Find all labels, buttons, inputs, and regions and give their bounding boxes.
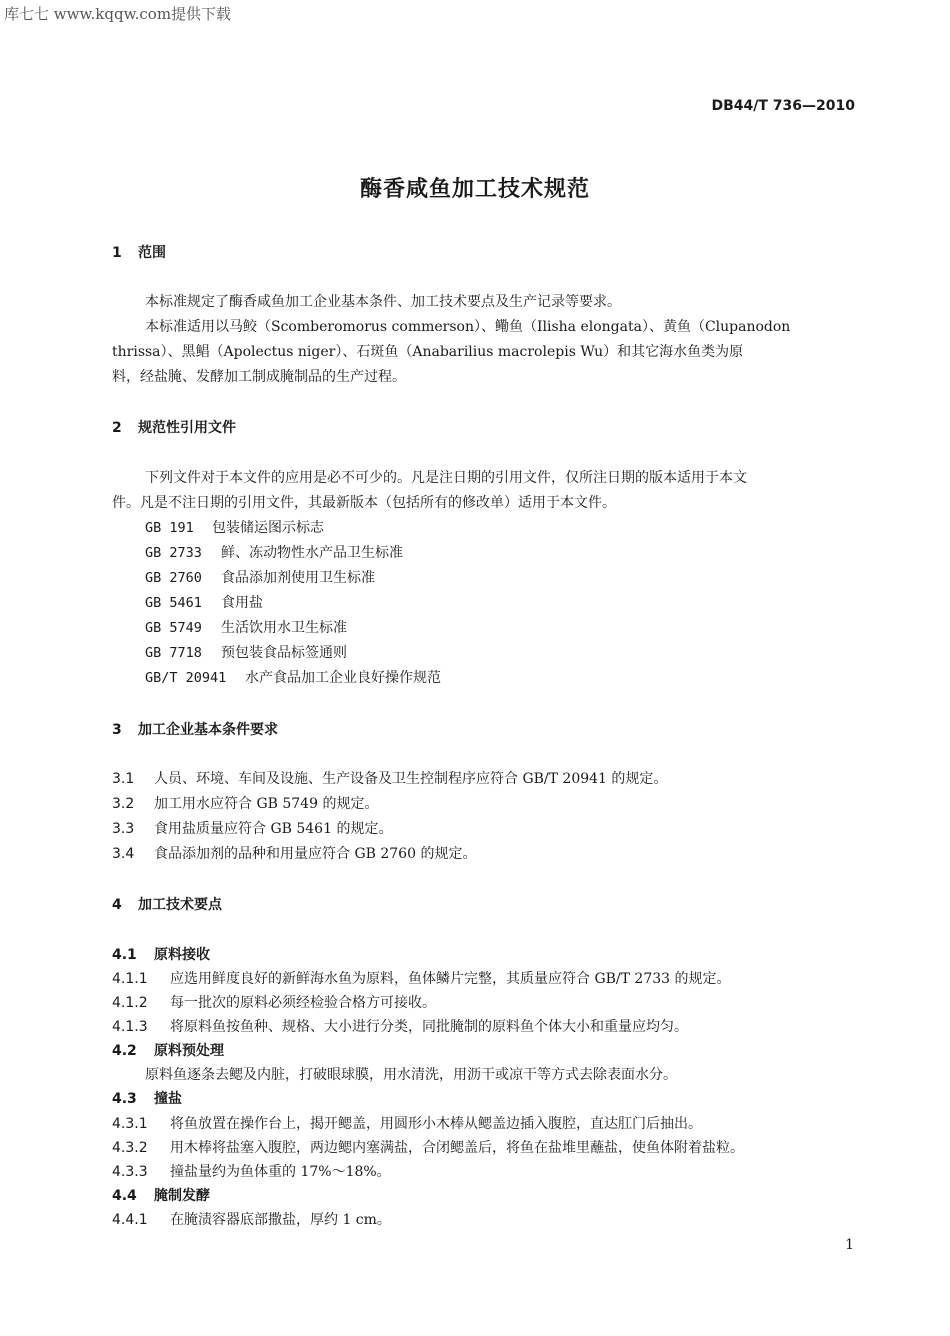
reference-code: GB 7718 [145,645,202,661]
clause-number: 4.3.2 [112,1140,148,1156]
reference-name: 食用盐 [221,595,263,611]
subsection-number: 4.1 [112,947,137,963]
clause-number: 4.3.1 [112,1116,148,1132]
reference-item [145,592,263,612]
section-number: 3 [112,722,122,738]
subsection-number: 4.2 [112,1043,137,1059]
reference-code: GB/T 20941 [145,670,227,686]
clause-item [112,1209,391,1229]
clause-text: 人员、环境、车间及设施、生产设备及卫生控制程序应符合 GB/T 20941 的规定。 [154,771,668,787]
clause-number: 3.2 [112,796,135,812]
paragraph-line: thrissa）、黑鲳（Apolectus niger）、石斑鱼（Anabarilius macrolepis Wu）和其它海水鱼类为原 [112,344,744,360]
subsection-heading [112,1088,182,1108]
clause-item [112,1137,744,1157]
clause-number: 4.1.2 [112,995,148,1011]
reference-item [145,642,347,662]
reference-name: 生活饮用水卫生标准 [221,620,347,636]
clause-number: 4.1.1 [112,971,148,987]
clause-item [112,843,476,863]
subsection-number: 4.4 [112,1188,137,1204]
watermark-text: 库七七 www.kqqw.com提供下载 [4,5,232,23]
reference-code: GB 5749 [145,620,202,636]
subsection-number: 4.3 [112,1091,137,1107]
paragraph-line: 料，经盐腌、发酵加工制成腌制品的生产过程。 [112,369,406,385]
reference-name: 水产食品加工企业良好操作规范 [245,670,441,686]
subsection-title: 原料接收 [154,947,210,963]
clause-text: 将原料鱼按鱼种、规格、大小进行分类，同批腌制的原料鱼个体大小和重量应均匀。 [170,1019,688,1035]
section-2-heading [112,417,236,437]
reference-item [145,617,347,637]
clause-number: 4.1.3 [112,1019,148,1035]
clause-text: 应选用鲜度良好的新鲜海水鱼为原料，鱼体鳞片完整，其质量应符合 GB/T 2733 的规定。 [170,971,731,987]
clause-item [112,968,731,988]
reference-code: GB 5461 [145,595,202,611]
clause-text: 食品添加剂的品种和用量应符合 GB 2760 的规定。 [154,846,477,862]
clause-number: 3.1 [112,771,135,787]
document-number: DB44/T 736—2010 [711,98,855,114]
clause-text: 食用盐质量应符合 GB 5461 的规定。 [154,821,393,837]
subsection-title: 撞盐 [154,1091,182,1107]
clause-number: 3.4 [112,846,135,862]
page-title: 酶香咸鱼加工技术规范 [359,177,590,202]
section-number: 4 [112,897,122,913]
subsection-title: 原料预处理 [154,1043,224,1059]
paragraph: 原料鱼逐条去鳃及内脏，打破眼球膜，用水清洗，用沥干或凉干等方式去除表面水分。 [145,1067,677,1083]
clause-text: 在腌渍容器底部撒盐，厚约 1 cm。 [170,1212,391,1228]
clause-item [112,992,436,1012]
clause-item [112,768,667,788]
paragraph: 下列文件对于本文件的应用是必不可少的。凡是注日期的引用文件，仅所注日期的版本适用于本文 [145,470,747,486]
clause-number: 4.4.1 [112,1212,148,1228]
reference-item [145,567,375,587]
paragraph: 本标准规定了酶香咸鱼加工企业基本条件、加工技术要点及生产记录等要求。 [145,294,621,310]
reference-name: 鲜、冻动物性水产品卫生标准 [221,545,403,561]
clause-number: 3.3 [112,821,135,837]
section-3-heading [112,719,278,739]
paragraph-line: 件。凡是不注日期的引用文件，其最新版本（包括所有的修改单）适用于本文件。 [112,495,616,511]
section-number: 2 [112,420,122,436]
section-4-heading [112,894,222,914]
section-title: 加工技术要点 [138,897,222,913]
reference-code: GB 2733 [145,545,202,561]
reference-name: 包装储运图示标志 [212,520,324,536]
clause-text: 每一批次的原料必须经检验合格方可接收。 [170,995,436,1011]
paragraph: 本标准适用以马鲛（Scomberomorus commerson）、鳓鱼（Ilisha elongata）、黄鱼（Clupanodon [145,319,791,335]
clause-text: 将鱼放置在操作台上，揭开鳃盖，用圆形小木棒从鳃盖边插入腹腔，直达肛门后抽出。 [170,1116,702,1132]
section-number: 1 [112,245,122,261]
reference-code: GB 2760 [145,570,202,586]
section-title: 加工企业基本条件要求 [138,722,278,738]
reference-item [145,667,441,687]
clause-text: 用木棒将盐塞入腹腔，两边鳃内塞满盐，合闭鳃盖后，将鱼在盐堆里蘸盐，使鱼体附着盐粒。 [170,1140,744,1156]
subsection-heading [112,1040,224,1060]
subsection-heading [112,944,210,964]
page-number: 1 [845,1237,854,1253]
reference-name: 食品添加剂使用卫生标准 [221,570,375,586]
section-title: 规范性引用文件 [138,420,236,436]
section-1-heading [112,242,166,262]
clause-item [112,1161,391,1181]
clause-text: 加工用水应符合 GB 5749 的规定。 [154,796,379,812]
clause-item [112,1113,702,1133]
reference-code: GB 191 [145,520,194,536]
clause-item [112,1016,688,1036]
subsection-heading [112,1185,210,1205]
reference-item [145,542,403,562]
reference-name: 预包装食品标签通则 [221,645,347,661]
subsection-title: 腌制发酵 [154,1188,210,1204]
clause-number: 4.3.3 [112,1164,148,1180]
clause-item [112,793,378,813]
reference-item [145,517,324,537]
clause-item [112,818,392,838]
clause-text: 撞盐量约为鱼体重的 17%～18%。 [170,1164,391,1180]
section-title: 范围 [138,245,166,261]
